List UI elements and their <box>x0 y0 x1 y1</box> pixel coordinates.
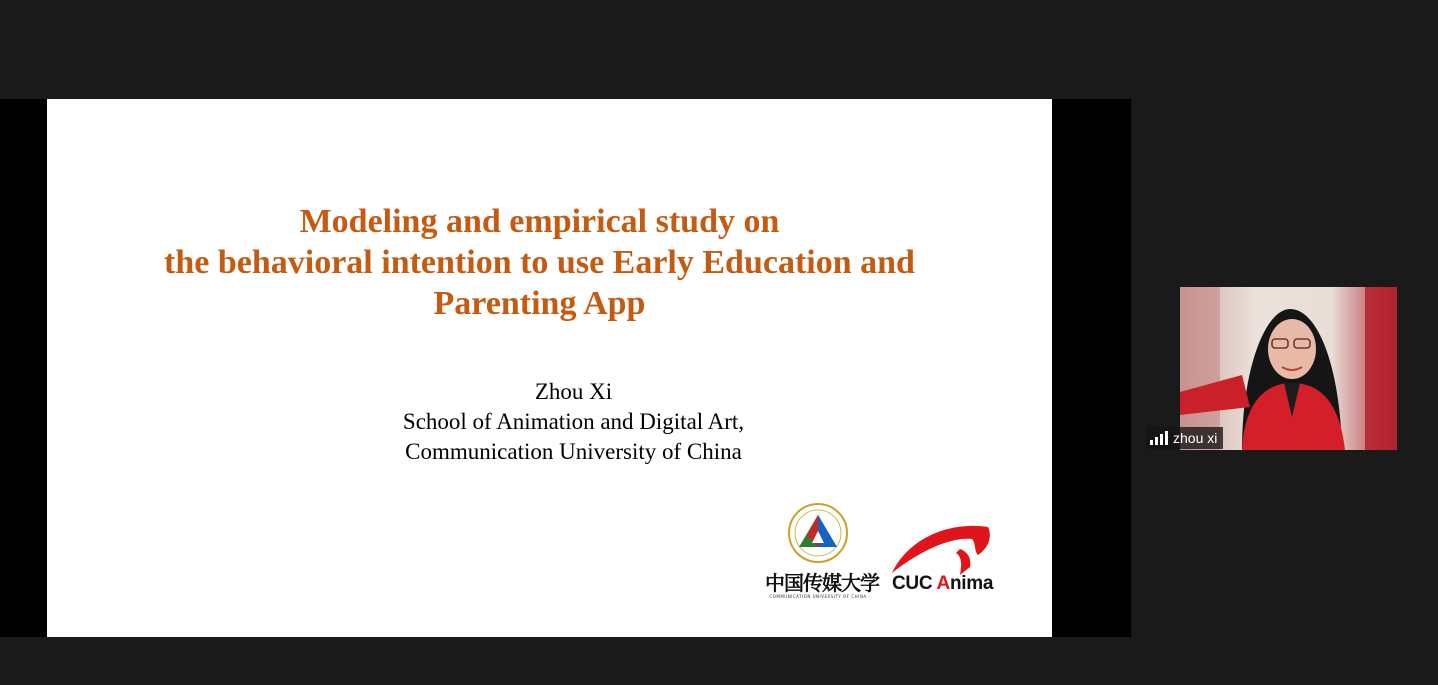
participant-name-label <box>1146 427 1223 449</box>
participant-video-tile[interactable] <box>1180 287 1397 450</box>
university-emblem-icon <box>765 503 875 567</box>
university-name-english: COMMUNICATION UNIVERSITY OF CHINA <box>769 594 867 599</box>
anima-rest: nima <box>949 573 994 594</box>
university-name-chinese: 中国传媒大学 <box>765 571 879 595</box>
anima-prefix: CUC <box>892 573 937 594</box>
cuc-anima-logo <box>890 521 995 596</box>
anima-swoosh-icon <box>890 521 995 576</box>
author-block <box>47 377 1100 467</box>
affiliation-line-1: School of Animation and Digital Art, <box>402 409 745 434</box>
slide-title-line-2: the behavioral intention to use Early Education and <box>164 244 915 281</box>
anima-wordmark <box>892 573 993 595</box>
screen-share-area <box>0 99 1131 637</box>
anima-accent-letter: A <box>936 573 950 594</box>
university-logo <box>765 503 879 603</box>
participant-video-feed <box>1180 287 1397 450</box>
presentation-slide <box>47 99 1052 637</box>
participant-name: zhou xi <box>1173 430 1218 446</box>
slide-title-line-3: Parenting App <box>433 285 646 322</box>
slide-title <box>47 201 1032 324</box>
affiliation-line-2: Communication University of China <box>405 439 742 464</box>
slide-title-line-1: Modeling and empirical study on <box>299 203 780 240</box>
author-name: Zhou Xi <box>534 379 613 404</box>
signal-strength-icon <box>1150 431 1168 445</box>
